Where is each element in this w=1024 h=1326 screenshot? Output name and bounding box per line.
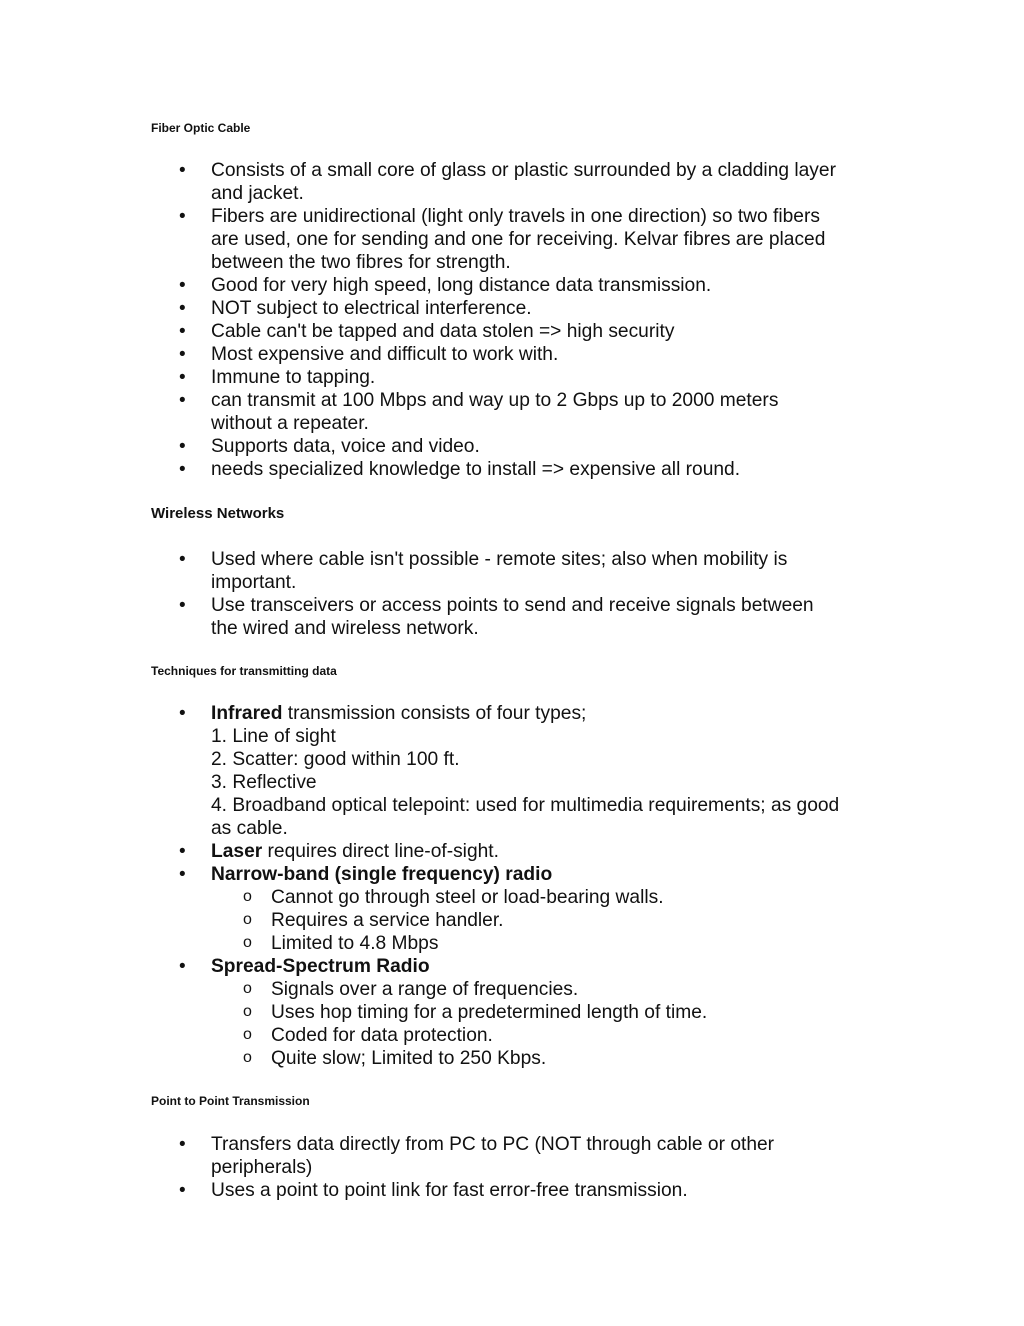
spread-spectrum-sublist — [211, 978, 874, 1070]
heading-wireless-networks: Wireless Networks — [151, 505, 285, 522]
sub-list-item: o Quite slow; Limited to 250 Kbps. — [211, 1047, 874, 1070]
spread-spectrum-label: • Spread-Spectrum Radio — [211, 956, 430, 977]
list-item: • Cable can't be tapped and data stolen => high security — [0, 320, 1024, 343]
list-item: • Most expensive and difficult to work with. — [0, 343, 1024, 366]
list-item-laser: • Laser requires direct line-of-sight. — [0, 840, 1024, 863]
heading-techniques: Techniques for transmitting data — [151, 664, 337, 678]
list-item: • Use transceivers or access points to send and receive signals between the wired and wireless network. — [0, 594, 1024, 640]
list-item: • Supports data, voice and video. — [0, 435, 1024, 458]
laser-label: Laser — [211, 841, 263, 862]
narrowband-label: • Narrow-band (single frequency) radio — [211, 864, 553, 885]
wireless-bullet-list — [0, 548, 1024, 640]
list-item-narrowband — [0, 863, 1024, 955]
list-item: • Good for very high speed, long distance data transmission. — [0, 274, 1024, 297]
sub-list-item: o Coded for data protection. — [211, 1024, 874, 1047]
sub-list-item: o Signals over a range of frequencies. — [211, 978, 874, 1001]
heading-point-to-point: Point to Point Transmission — [151, 1094, 310, 1108]
list-item: • Consists of a small core of glass or plastic surrounded by a cladding layer and jacket. — [0, 159, 1024, 205]
sub-list-item: o Limited to 4.8 Mbps — [211, 932, 874, 955]
sub-list-item: o Requires a service handler. — [211, 909, 874, 932]
fiber-bullet-list — [0, 159, 1024, 481]
list-item: • Transfers data directly from PC to PC (NOT through cable or other peripherals) — [0, 1133, 1024, 1179]
list-item-spread-spectrum — [0, 955, 1024, 1070]
sub-list-item: o Uses hop timing for a predetermined length of time. — [211, 1001, 874, 1024]
list-item: • NOT subject to electrical interference. — [0, 297, 1024, 320]
list-item: • needs specialized knowledge to install => expensive all round. — [0, 458, 1024, 481]
list-item: • Uses a point to point link for fast error-free transmission. — [0, 1179, 1024, 1202]
list-item: • Fibers are unidirectional (light only travels in one direction) so two fibers are used, one for sending and one for receiving. Kelvar fibres are placed between the two fibres for strength. — [0, 205, 1024, 274]
heading-fiber-optic-cable: Fiber Optic Cable — [151, 121, 251, 135]
infrared-label: Infrared — [211, 703, 283, 724]
list-item: • can transmit at 100 Mbps and way up to 2 Gbps up to 2000 meters without a repeater. — [0, 389, 1024, 435]
p2p-bullet-list — [0, 1133, 1024, 1202]
narrowband-sublist — [211, 886, 874, 955]
sub-list-item: o Cannot go through steel or load-bearing walls. — [211, 886, 874, 909]
techniques-bullet-list — [0, 702, 1024, 1070]
list-item: • Used where cable isn't possible - remote sites; also when mobility is important. — [0, 548, 1024, 594]
list-item: • Immune to tapping. — [0, 366, 1024, 389]
list-item-infrared: • Infrared transmission consists of four types; 1. Line of sight 2. Scatter: good within 100 ft. 3. Reflective 4. Broadband optical telepoint: used for multimedia requirements; as good as cable. — [0, 702, 1024, 840]
